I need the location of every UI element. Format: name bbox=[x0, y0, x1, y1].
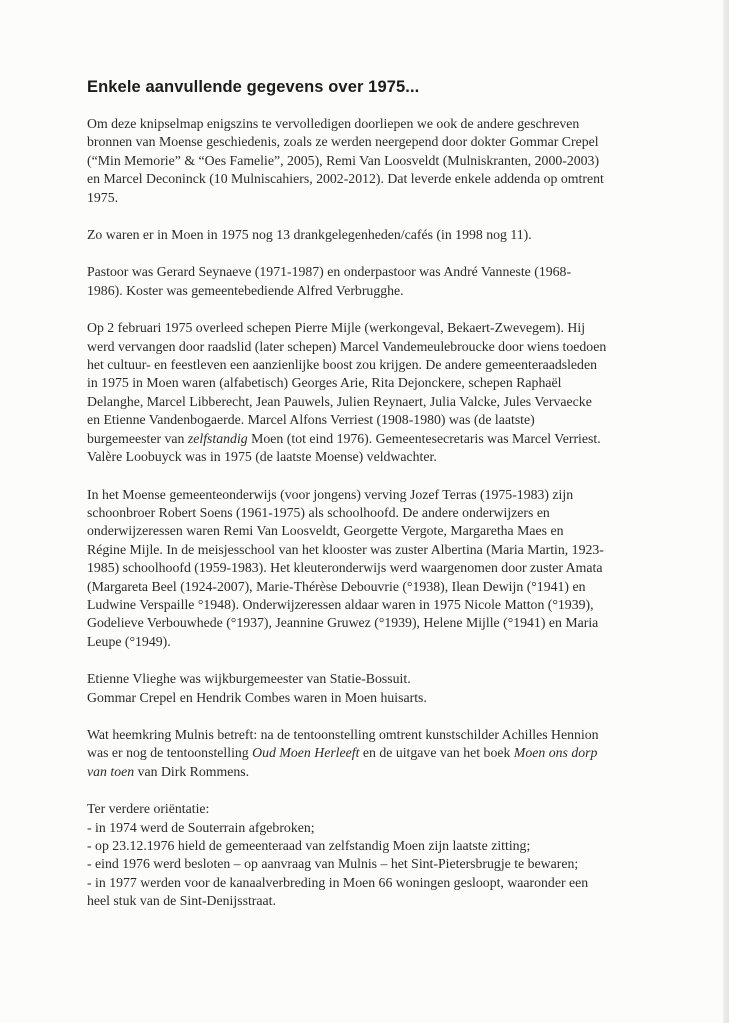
text-line: 1985) schoolhoofd (1959-1983). Het kleuteronderwijs werd waargenomen door zuster Amata bbox=[87, 560, 603, 576]
text-line: onderwijzeressen waren Remi Van Loosveldt, Georgette Vergote, Margaretha Maes en bbox=[87, 523, 564, 539]
list-item: - eind 1976 werd besloten – op aanvraag van Mulnis – het Sint-Pietersbrugje te bewaren; bbox=[87, 856, 579, 872]
text-line-mixed bbox=[87, 430, 647, 448]
list-item: - in 1974 werd de Souterrain afgebroken; bbox=[87, 819, 315, 835]
text-line: en Marcel Deconinck (10 Mulniscahiers, 2002-2012). Dat leverde enkele addenda op omtrent bbox=[87, 171, 604, 187]
text-line: (“Min Memorie” & “Oes Famelie”, 2005), Remi Van Loosveldt (Mulniskranten, 2000-2003) bbox=[87, 152, 600, 168]
page-edge-shadow bbox=[723, 0, 729, 1023]
text-line: Gommar Crepel en Hendrik Combes waren in Moen huisarts. bbox=[87, 689, 427, 705]
text-line: Ludwine Verspaille °1948). Onderwijzeressen aldaar waren in 1975 Nicole Matton (°1939), bbox=[87, 596, 594, 612]
list-item-continuation: heel stuk van de Sint-Denijsstraat. bbox=[87, 893, 276, 909]
text-line: In het Moense gemeenteonderwijs (voor jongens) verving Jozef Terras (1975-1983) zijn bbox=[87, 486, 574, 502]
text-line: in 1975 in Moen waren (alfabetisch) Georges Arie, Rita Dejonckere, schepen Raphaël bbox=[87, 375, 562, 391]
italic-fragment: zelfstandig bbox=[187, 430, 248, 446]
text-line: Valère Loobuyck was in 1975 (de laatste Moense) veldwachter. bbox=[87, 449, 437, 465]
text-line: Ter verdere oriëntatie: bbox=[87, 801, 210, 817]
paragraph-mulnis bbox=[87, 726, 647, 781]
text-fragment: burgemeester van bbox=[87, 430, 188, 446]
text-fragment: en de uitgave van het boek bbox=[359, 745, 514, 761]
paragraph-gemeenteraad bbox=[87, 319, 647, 466]
text-line: Zo waren er in Moen in 1975 nog 13 drankgelegenheden/cafés (in 1998 nog 11). bbox=[87, 227, 532, 243]
paragraph-onderwijs bbox=[87, 486, 647, 652]
text-line: schoonbroer Robert Soens (1961-1975) als schoolhoofd. De andere onderwijzers en bbox=[87, 504, 550, 520]
italic-fragment: van toen bbox=[87, 763, 135, 779]
text-line: Om deze knipselmap enigszins te vervolledigen doorliepen we ook de andere geschreven bbox=[87, 116, 580, 131]
document-content bbox=[87, 78, 647, 930]
paragraph-cafes bbox=[87, 226, 647, 244]
italic-fragment: Oud Moen Herleeft bbox=[252, 745, 360, 761]
list-item: - op 23.12.1976 hield de gemeenteraad van zelfstandig Moen zijn laatste zitting; bbox=[87, 838, 531, 853]
text-line: 1986). Koster was gemeentebediende Alfred Verbrugghe. bbox=[87, 282, 404, 298]
text-line: Op 2 februari 1975 overleed schepen Pierre Mijle (werkongeval, Bekaert-Zwevegem). Hij bbox=[87, 320, 586, 336]
text-line: 1975. bbox=[87, 189, 119, 205]
paragraph-pastoor bbox=[87, 263, 647, 300]
text-line: Etienne Vlieghe was wijkburgemeester van Statie-Bossuit. bbox=[87, 671, 411, 687]
text-fragment: was er nog de tentoonstelling bbox=[87, 745, 253, 761]
text-fragment: van Dirk Rommens. bbox=[134, 763, 250, 779]
text-line: Wat heemkring Mulnis betreft: na de tentoonstelling omtrent kunstschilder Achilles Hennion bbox=[87, 726, 599, 742]
document-title: Enkele aanvullende gegevens over 1975... bbox=[87, 78, 420, 96]
paragraph-orientatie bbox=[87, 800, 647, 910]
text-line: Pastoor was Gerard Seynaeve (1971-1987) en onderpastoor was André Vanneste (1968- bbox=[87, 264, 572, 280]
text-line-mixed bbox=[87, 744, 647, 762]
text-line: Delanghe, Marcel Libberecht, Jean Pauwels, Julien Reynaert, Julia Valcke, Jules Vervaecke bbox=[87, 393, 592, 409]
text-line: het cultuur- en feestleven een aanzienlijke boost zou krijgen. De andere gemeenteraadsleden bbox=[87, 357, 597, 373]
italic-fragment: Moen ons dorp bbox=[513, 745, 598, 761]
text-line: bronnen van Moense geschiedenis, zoals ze werden neergepend door dokter Gommar Crepel bbox=[87, 134, 599, 150]
text-line: Leupe (°1949). bbox=[87, 633, 171, 649]
text-line-mixed bbox=[87, 763, 647, 781]
text-line: Godelieve Verbouwhede (°1937), Jeannine Gruwez (°1939), Helene Mijlle (°1941) en Maria bbox=[87, 615, 599, 631]
text-line: (Margareta Beel (1924-2007), Marie-Thérèse Debouvrie (°1938), Ilean Dewijn (°1941) en bbox=[87, 578, 586, 594]
text-line: werd vervangen door raadslid (later schepen) Marcel Vandemeulebroucke door wiens toedoen bbox=[87, 338, 607, 354]
paragraph-intro bbox=[87, 115, 647, 207]
text-line: Régine Mijle. In de meisjesschool van het klooster was zuster Albertina (Maria Martin, 1923- bbox=[87, 541, 604, 557]
paragraph-bossuit-huisarts bbox=[87, 670, 647, 707]
list-item: - in 1977 werden voor de kanaalverbreding in Moen 66 woningen gesloopt, waaronder een bbox=[87, 874, 589, 890]
text-line: en Etienne Vandenbogaerde. Marcel Alfons Verriest (1908-1980) was (de laatste) bbox=[87, 412, 535, 428]
text-fragment: Moen (tot eind 1976). Gemeentesecretaris was Marcel Verriest. bbox=[247, 430, 601, 446]
